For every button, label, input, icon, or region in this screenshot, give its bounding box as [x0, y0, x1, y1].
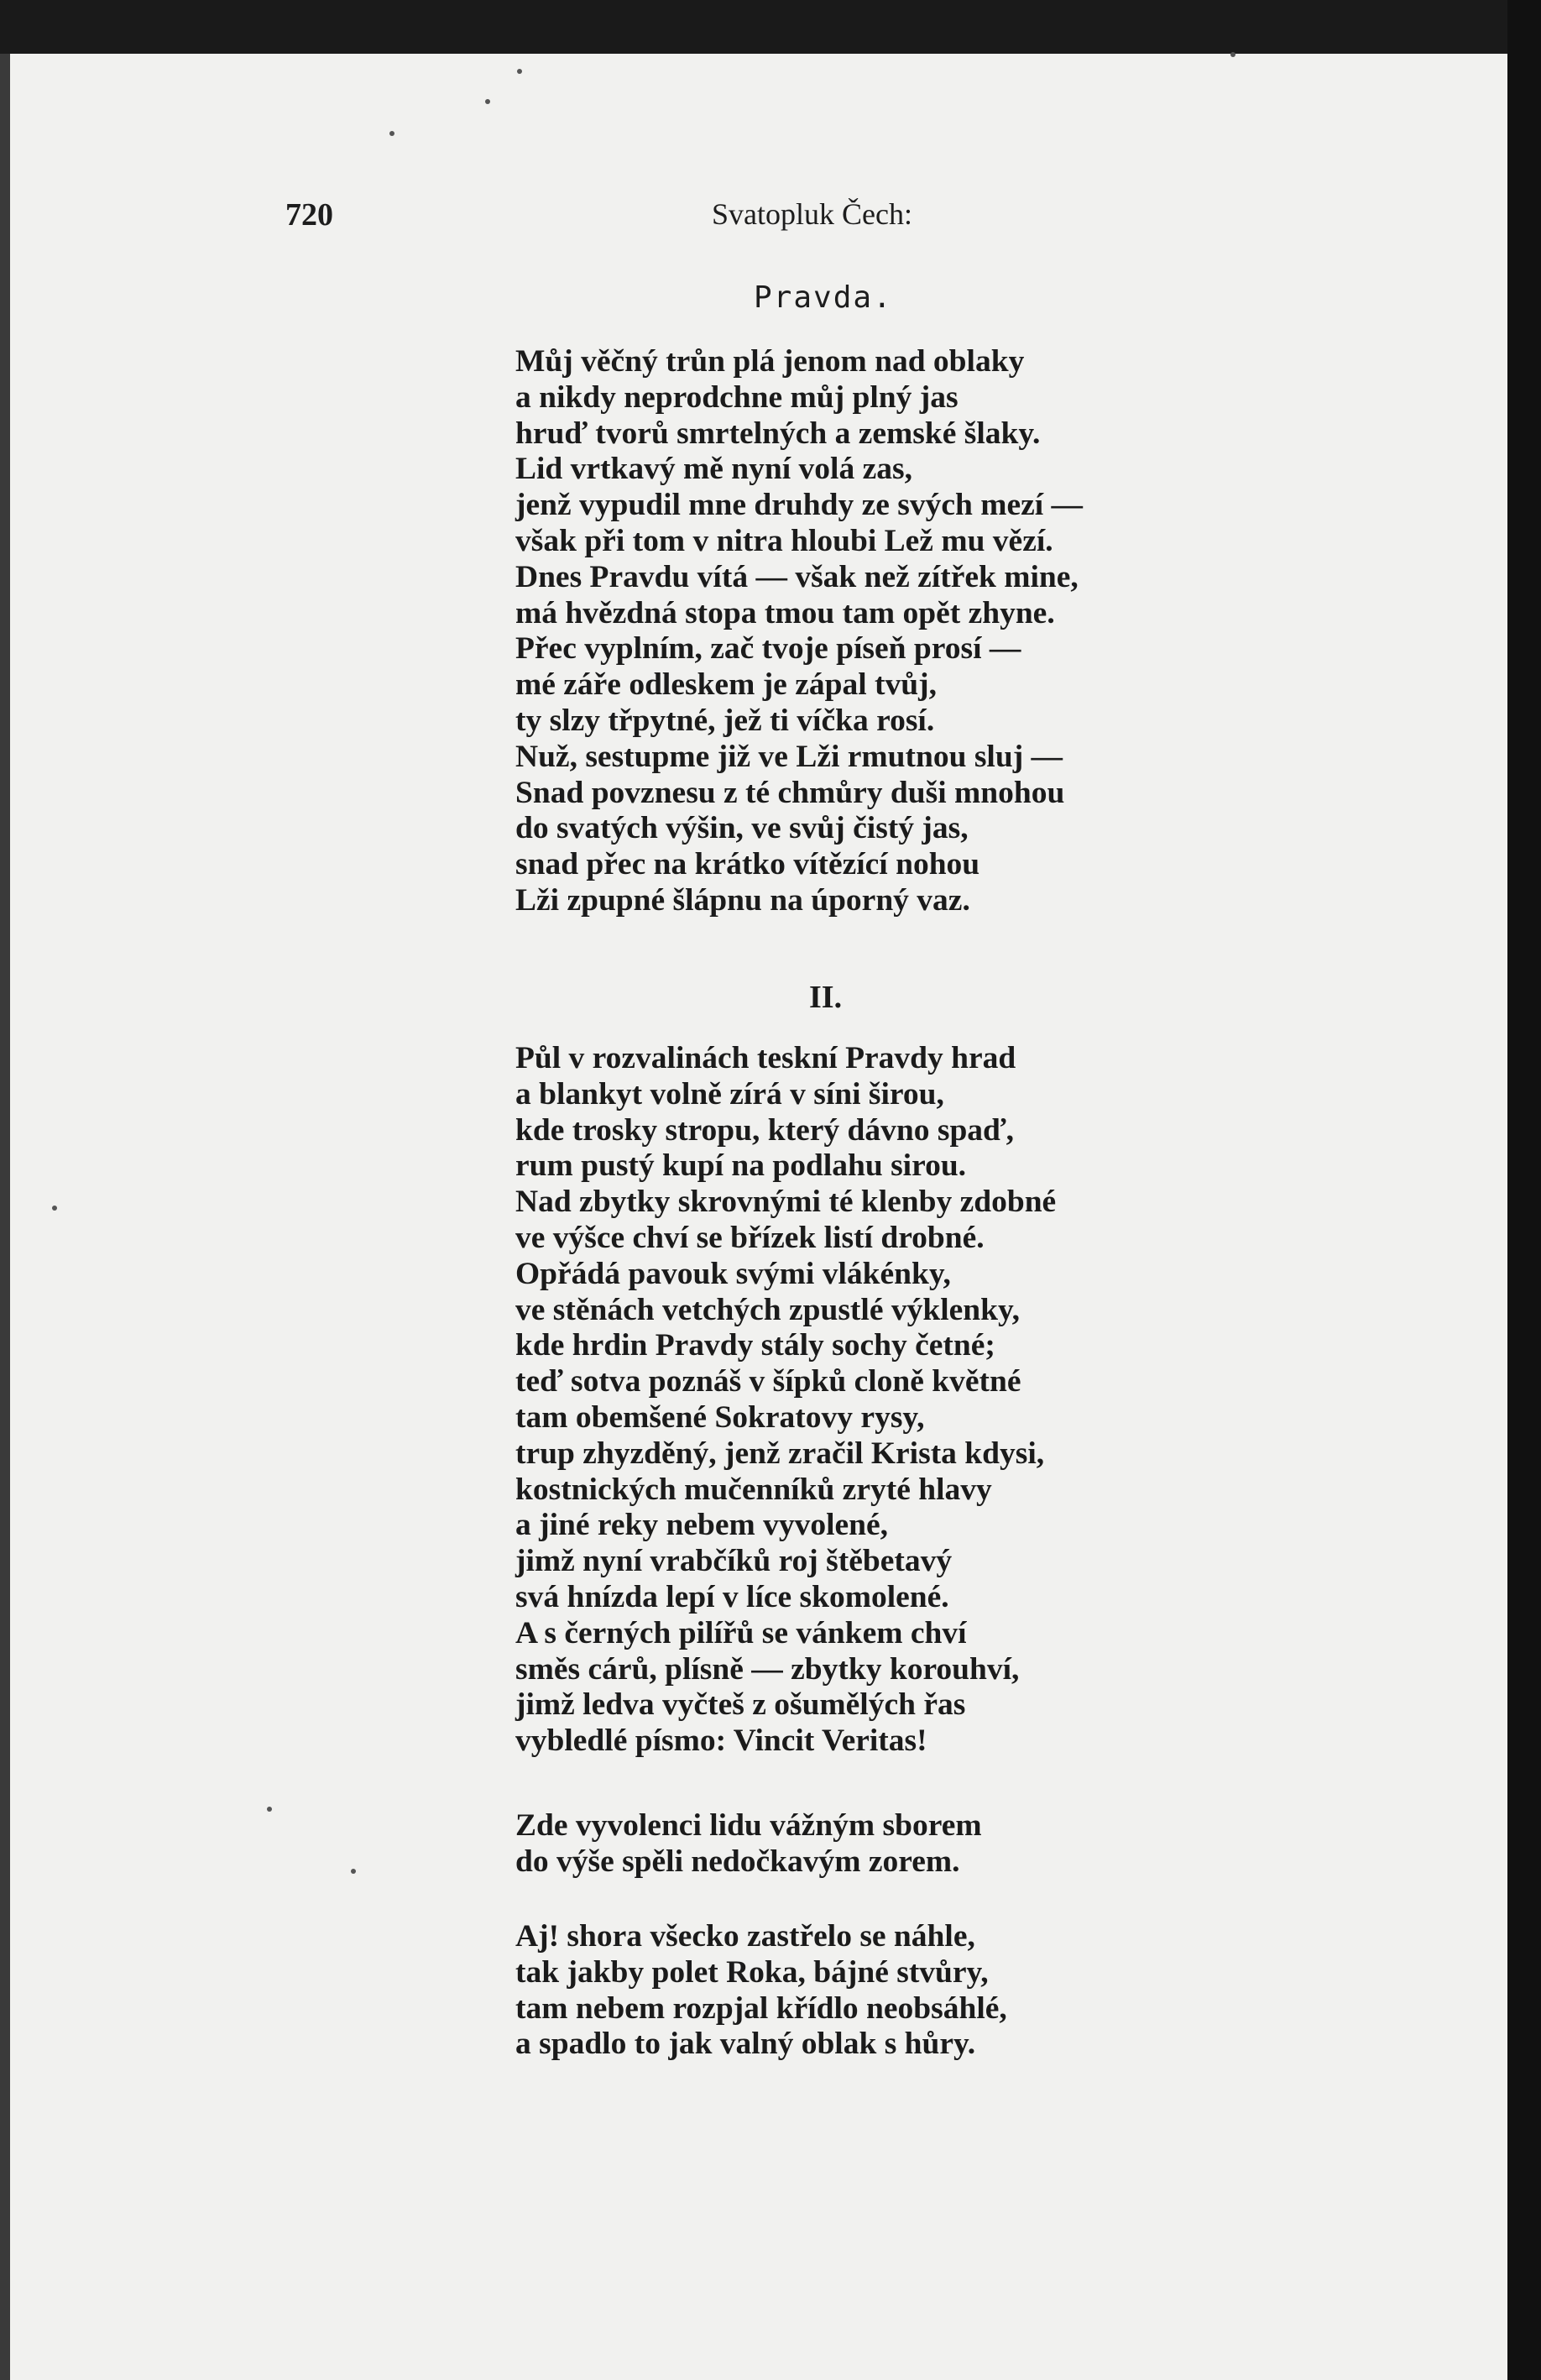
stanza-2: [515, 1041, 1355, 1760]
verse-line: Nad zbytky skrovnými té klenby zdobné: [515, 1185, 1057, 1220]
verse-line: jenž vypudil mne druhdy ze svých mezí —: [515, 488, 1084, 523]
verse-line: do svatých výšin, ve svůj čistý jas,: [515, 811, 969, 846]
verse-line: ve výšce chví se břízek listí drobné.: [515, 1220, 985, 1255]
verse-line: Půl v rozvalinách teskní Pravdy hrad: [515, 1041, 1016, 1075]
verse-line: Opřádá pavouk svými vlákénky,: [515, 1256, 951, 1291]
verse-line: rum pustý kupí na podlahu sirou.: [515, 1148, 967, 1184]
verse-line: tak jakby polet Roka, bájné stvůry,: [515, 1954, 989, 1990]
running-title: Svatopluk Čech:: [712, 197, 912, 231]
paper-speck: [267, 1807, 272, 1812]
verse-line: jimž nyní vrabčíků roj štěbetavý: [515, 1544, 953, 1579]
page-right-edge: [1507, 0, 1541, 2380]
section-number: II.: [809, 980, 843, 1015]
verse-line: a nikdy neprodchne můj plný jas: [515, 379, 959, 415]
verse-line: Přec vyplním, zač tvoje píseň prosí —: [515, 631, 1021, 667]
verse-line: Lži zpupné šlápnu na úporný vaz.: [515, 882, 970, 918]
verse-line: hruď tvorů smrtelných a zemské šlaky.: [515, 416, 1041, 451]
verse-line: Snad povznesu z té chmůry duši mnohou: [515, 775, 1065, 810]
stanza-1: [515, 344, 1355, 919]
stanza-3: [515, 1808, 1355, 1880]
verse-line: a jiné reky nebem vyvolené,: [515, 1508, 889, 1543]
verse-line: Dnes Pravdu vítá — však než zítřek mine,: [515, 559, 1079, 594]
verse-line: do výše spěli nedočkavým zorem.: [515, 1844, 960, 1879]
paper-speck: [389, 131, 394, 136]
verse-line: Můj věčný trůn plá jenom nad oblaky: [515, 344, 1025, 379]
verse-line: A s černých pilířů se vánkem chví: [515, 1615, 967, 1650]
verse-line: kostnických mučenníků zryté hlavy: [515, 1472, 992, 1507]
verse-line: má hvězdná stopa tmou tam opět zhyne.: [515, 595, 1055, 630]
poem-title: Pravda.: [754, 280, 893, 315]
stanza-4: [515, 1919, 1355, 2063]
verse-line: Nuž, sestupme již ve Lži rmutnou sluj —: [515, 739, 1063, 774]
verse-line: trup zhyzděný, jenž zračil Krista kdysi,: [515, 1436, 1045, 1471]
scan-background: [0, 0, 1541, 59]
verse-line: jimž ledva vyčteš z ošumělých řas: [515, 1687, 966, 1723]
verse-line: a spadlo to jak valný oblak s hůry.: [515, 2027, 976, 2062]
verse-line: kde hrdin Pravdy stály sochy četné;: [515, 1328, 995, 1363]
verse-line: mé záře odleskem je zápal tvůj,: [515, 667, 937, 703]
verse-line: tam obemšené Sokratovy rysy,: [515, 1399, 925, 1435]
page-number: 720: [285, 197, 333, 233]
paper-speck: [52, 1206, 57, 1211]
verse-line: však při tom v nitra hloubi Lež mu vězí.: [515, 523, 1053, 558]
verse-line: snad přec na krátko vítězící nohou: [515, 847, 980, 882]
paper-speck: [485, 99, 490, 104]
page-left-edge: [0, 54, 10, 2380]
verse-line: a blankyt volně zírá v síni širou,: [515, 1076, 944, 1112]
verse-line: Aj! shora všecko zastřelo se náhle,: [515, 1919, 975, 1954]
paper-speck: [1230, 52, 1235, 57]
paper-speck: [517, 69, 522, 74]
verse-line: ty slzy třpytné, jež ti víčka rosí.: [515, 703, 935, 738]
verse-line: vybledlé písmo: Vincit Veritas!: [515, 1724, 927, 1759]
verse-line: Zde vyvolenci lidu vážným sborem: [515, 1808, 982, 1843]
verse-line: tam nebem rozpjal křídlo neobsáhlé,: [515, 1990, 1007, 2026]
verse-line: svá hnízda lepí v líce skomolené.: [515, 1579, 949, 1614]
verse-line: ve stěnách vetchých zpustlé výklenky,: [515, 1292, 1021, 1327]
page-header: [285, 196, 1326, 247]
verse-line: kde trosky stropu, který dávno spaď,: [515, 1112, 1014, 1148]
verse-line: směs cárů, plísně — zbytky korouhví,: [515, 1651, 1020, 1687]
verse-line: Lid vrtkavý mě nyní volá zas,: [515, 452, 912, 487]
paper-speck: [351, 1869, 356, 1874]
verse-line: teď sotva poznáš v šípků cloně květné: [515, 1364, 1021, 1399]
